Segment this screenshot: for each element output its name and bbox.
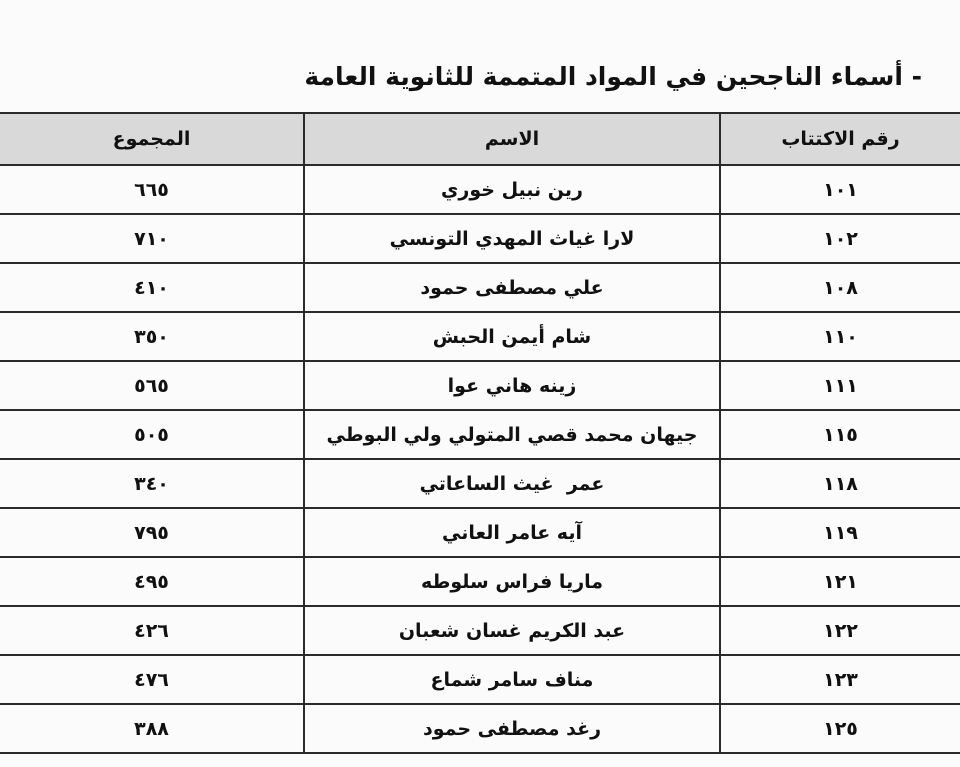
cell-id: ١٢٢ (720, 606, 960, 655)
cell-id: ١١٠ (720, 312, 960, 361)
cell-total: ٦٦٥ (0, 165, 304, 214)
cell-total: ٧٩٥ (0, 508, 304, 557)
table-row (0, 263, 960, 312)
header-name: الاسم (304, 113, 720, 165)
header-total: المجموع (0, 113, 304, 165)
cell-total: ٣٤٠ (0, 459, 304, 508)
cell-name: آيه عامر العاني (304, 508, 720, 557)
cell-name: شام أيمن الحبش (304, 312, 720, 361)
cell-id: ١٢٥ (720, 704, 960, 753)
cell-name: رين نبيل خوري (304, 165, 720, 214)
table-row (0, 361, 960, 410)
cell-name: عمر غيث الساعاتي (304, 459, 720, 508)
header-id: رقم الاكتتاب (720, 113, 960, 165)
table-row (0, 508, 960, 557)
results-table (0, 112, 960, 754)
table-row (0, 557, 960, 606)
table-row (0, 410, 960, 459)
cell-id: ١١٩ (720, 508, 960, 557)
cell-total: ٥٠٥ (0, 410, 304, 459)
cell-id: ١٠١ (720, 165, 960, 214)
cell-total: ٤١٠ (0, 263, 304, 312)
cell-name: زينه هاني عوا (304, 361, 720, 410)
cell-id: ١١٨ (720, 459, 960, 508)
cell-name: جيهان محمد قصي المتولي ولي البوطي (304, 410, 720, 459)
cell-id: ١٠٨ (720, 263, 960, 312)
table-row (0, 312, 960, 361)
cell-total: ٥٦٥ (0, 361, 304, 410)
table-row (0, 704, 960, 753)
cell-name: مناف سامر شماع (304, 655, 720, 704)
table-row (0, 165, 960, 214)
cell-total: ٣٥٠ (0, 312, 304, 361)
page-title: - أسماء الناجحين في المواد المتممة للثانوية العامة (304, 62, 922, 91)
table-row (0, 655, 960, 704)
cell-name: لارا غياث المهدي التونسي (304, 214, 720, 263)
cell-id: ١١١ (720, 361, 960, 410)
table-row (0, 214, 960, 263)
table-row (0, 459, 960, 508)
cell-total: ٤٧٦ (0, 655, 304, 704)
cell-total: ٧١٠ (0, 214, 304, 263)
cell-id: ١٢٣ (720, 655, 960, 704)
cell-id: ١٢١ (720, 557, 960, 606)
cell-total: ٣٨٨ (0, 704, 304, 753)
cell-id: ١٠٢ (720, 214, 960, 263)
cell-id: ١١٥ (720, 410, 960, 459)
cell-total: ٤٩٥ (0, 557, 304, 606)
cell-total: ٤٢٦ (0, 606, 304, 655)
cell-name: علي مصطفى حمود (304, 263, 720, 312)
cell-name: رغد مصطفى حمود (304, 704, 720, 753)
cell-name: ماريا فراس سلوطه (304, 557, 720, 606)
table-row (0, 606, 960, 655)
cell-name: عبد الكريم غسان شعبان (304, 606, 720, 655)
table-header-row (0, 113, 960, 165)
